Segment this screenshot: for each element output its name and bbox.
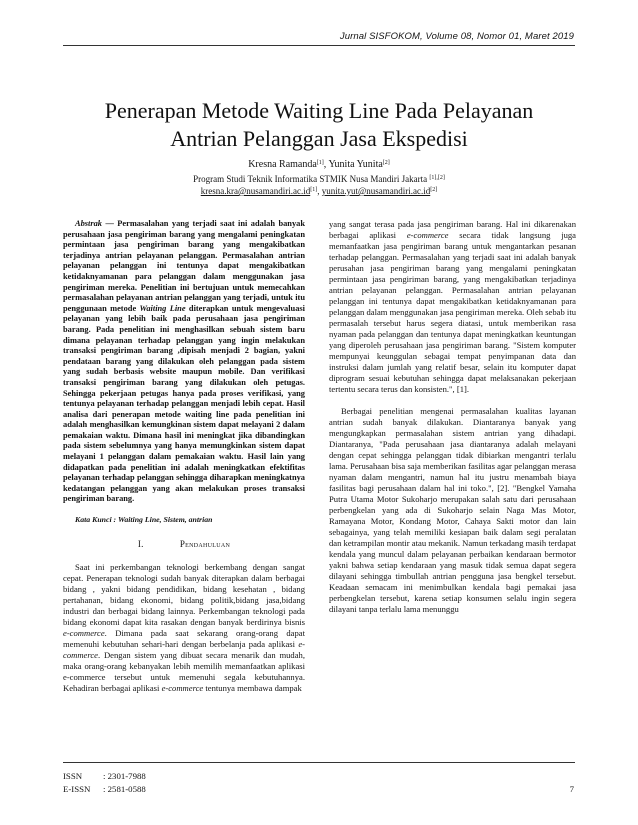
intro-term: e-commerce (406, 230, 449, 240)
issn-label: ISSN (63, 771, 83, 781)
section-number: I. (137, 539, 144, 550)
intro-term: e-commerce (63, 639, 305, 661)
email-link[interactable]: yunita.yut@nusamandiri.ac.id (321, 186, 431, 196)
abstract-text: diterapkan untuk mengevaluasi pelayanan yang lebih baik pada perusahaan jasa pengiriman barang. Pada penelitian ini menghasilkan sebuah sistem baru dimana pelayanan terhadap pelanggan yang ingin melakukan transaksi pengiriman barang ,dipisah menjadi 2 bagian, yakni pendataan barang yang dilakukan oleh pelanggan pada sistem yang sudah berbasis website maupun mobile. Dan verifikasi transaksi pengiriman barang yang dilakukan oleh petugas. Sehingga pekerjaan petugas hanya pada proses verifikasi, yang tentunya pelayanan terhadap pelanggan menjadi lebih cepat. Hasil analisa dari penerapan metode waiting line pada penelitian ini adalah menghasilkan kemungkinan sistem dapat melayani 2 dalam pemakaian waktu. Dimana hasil ini meningkat jika dibandingkan pada sistem sebelumnya yang hanya memungkinkan sistem dapat melayani 1 pelanggan dalam pemakaian waktu. Hasil lain yang didapatkan pada penelitian ini adalah meningkatkan efektifitas pelayanan terhadap pelanggan sehingga diharapkan meningkatnya kedatangan pelanggan yang akan melakukan proses transaksi pengiriman barang. (63, 303, 305, 504)
keywords-label: Kata Kunci : (75, 515, 118, 525)
paragraph-gap (329, 395, 576, 406)
affiliation-text: Program Studi Teknik Informatika STMIK Nusa Mandiri Jakarta (193, 174, 430, 184)
email-ref: [2] (430, 187, 438, 193)
intro-paragraph-2: Berbagai penelitian mengenai permasalahan kualitas layanan antrian sudah banyak dilakukan. Diantaranya banyak yang mengungkapkan permasalahan sistem antrian yang dihadapi. Diantaranya, "Pada perusahaan jasa diantaranya adalah melayani dengan cepat sehingga pelanggan tidak dibiarkan mengantri terlalu lama. Perusahaan bisa saja memberikan fasilitas agar pelanggan merasa nyaman dalam mengantri, namun hal itu justru menambah biaya fasilitas bagi perusahaan dalam hal ini toko.", [2]. "Bengkel Yamaha Putra Utama Motor Sukoharjo merupakan salah satu dari perusahaan perbengkelan yang ada di Sukoharjo selain Naga Mas Motor, Ramayana Motor, Kondang Motor, Cahaya Sakti motor dan lain sebagainya, yang telah memiliki kesiapan baik dalam segi peralatan dan ketrampilan montir atau mekanik. Namun terkadang masih terdapat kendala yang muncul dalam pelayanan perbaikan kendaraan bermotor yakni bahwa setiap kendaraan yang masuk tidak semua dapat segera dilayani sehingga timbullah antrian pengguna jasa bengkel tersebut. Keadaan semacam ini menimbulkan kendala bagi pemakai jasa perbengkelan tersebut, karena setiap konsumen selalu ingin segera dilayani tanpa terlalu lama menunggu (329, 406, 576, 614)
abstract-text: Permasalahan yang terjadi saat ini adalah banyak perusahaan jasa pengiriman barang yang mengalami peningkatan permintaan jasa pengiriman barang yang mengakibatkan terjadinya antrian pelayanan pelanggan. Permasalahan antrian pelayanan pelanggan ini tentunya dapat mengakibatkan ketidaknyamanan para pelanggan dalam menggunakan jasa pengiriman mereka. Penelitian ini bertujuan untuk memecahkan permasalahan pelayanan antrian pelanggan yang terjadi, untuk itu penggunaan metode (63, 219, 305, 313)
author-emails (40, 186, 598, 197)
issn-value: : 2301-7988 (103, 771, 146, 781)
footer-divider (63, 762, 575, 763)
intro-text: . Dengan sistem yang dibuat secara menarik dan mudah, maka orang-orang kebanyakan lebih memilih memanfaatkan aplikasi e-commerce tersebut untuk memenuhi segala kebutuhannya. Kehadiran berbagai aplikasi (63, 650, 305, 694)
paper-title (40, 97, 598, 153)
email-separator: , (317, 186, 322, 196)
intro-term: e-commerce (63, 628, 105, 639)
title-line-2: Antrian Pelanggan Jasa Ekspedisi (170, 125, 468, 151)
intro-text: yang sangat terasa pada jasa pengiriman barang. Hal ini dikarenakan berbagai aplikasi (329, 219, 576, 240)
intro-text: Saat ini perkembangan teknologi berkembang dengan sangat cepat. Penerapan teknologi sudah banyak diterapkan dalam berbagai bidang , yakni bidang pendidikan, bidang kesehatan , bidang pertahanan, bidang ekonomi, bidang politik,bidang jasa,bidang industri dan berbagai bidang lainnya. Perkembangan teknologi pada bidang ekonomi dapat kita rasakan dengan banyak berdirinya bisnis (63, 562, 305, 628)
journal-header: Jurnal SISFOKOM, Volume 08, Nomor 01, Maret 2019 (339, 31, 574, 42)
email-ref: [1] (310, 187, 318, 193)
intro-text: secara tidak langsung juga memanfaatkan jasa pengiriman barang untuk mengantarkan pesanan terhadap pelanggan. Permasalahan yang terjadi saat ini adalah banyak perusahan jasa pengiriman barang yang mengalami peningkatan permintaan jasa pengiriman barang, yang mengakibatkan terjadinya antrian pelayanan pelanggan. Permasalahan antrian pelayanan pelanggan ini tentunya dapat mengakibatkan ketidaknyamanan para pelanggan dalam menggunakan jasa pengiriman mereka. Oleh sebab itu permasalah tersebut harus segera diatasi, untuk memberikan rasa nyaman pada pelanggan dan tentunya dapat meningkatkan keuntungan yang diperoleh perusahaan jasa pengiriman barang. "Sistem komputer mempunyai keunggulan sebagai tempat penyimpanan data dan instruksi dalam jumlah yang relatif besar, selain itu komputer dapat diprogram sesuai kebutuhan sehingga dapat melaksanakan pekerjaan tertentu secara terus dan konsisten.", [1]. (329, 230, 576, 394)
abstract-dash: — (102, 219, 118, 228)
author-name: Yunita Yunita (328, 159, 383, 170)
eissn-line (63, 784, 146, 795)
intro-paragraph-continued (329, 219, 576, 395)
keywords-text: Waiting Line, Sistem, antrian (117, 515, 213, 525)
affiliation (40, 174, 598, 185)
section-heading (63, 539, 305, 550)
abstract-method: Waiting Line (139, 303, 186, 313)
intro-term: e-commerce (161, 683, 204, 694)
section-title: Pendahuluan (179, 539, 231, 550)
abstract-label: Abstrak (75, 219, 102, 228)
intro-text: . Dimana pada saat sekarang orang-orang dapat memenuhi kebutuhan sehari-hari dengan berbelanja pada aplikasi (63, 628, 305, 650)
intro-paragraph (63, 562, 305, 694)
author-ref: [2] (382, 160, 390, 166)
keywords (63, 514, 305, 525)
abstract (63, 219, 305, 505)
page-number: 7 (569, 784, 574, 794)
issn-line (63, 771, 146, 782)
left-column (63, 219, 305, 694)
author-ref: [1] (316, 160, 324, 166)
affiliation-ref: [1],[2] (429, 175, 445, 181)
email-link[interactable]: kresna.kra@nusamandiri.ac.id (200, 186, 311, 196)
right-column (329, 219, 576, 615)
header-divider (63, 45, 575, 46)
title-line-1: Penerapan Metode Waiting Line Pada Pelayanan (104, 97, 534, 123)
eissn-label: E-ISSN (63, 784, 91, 794)
author-separator: , (323, 159, 329, 170)
intro-text: tentunya membawa dampak (203, 683, 302, 694)
author-list (40, 159, 598, 171)
eissn-value: : 2581-0588 (103, 784, 146, 794)
author-name: Kresna Ramanda (248, 159, 317, 170)
